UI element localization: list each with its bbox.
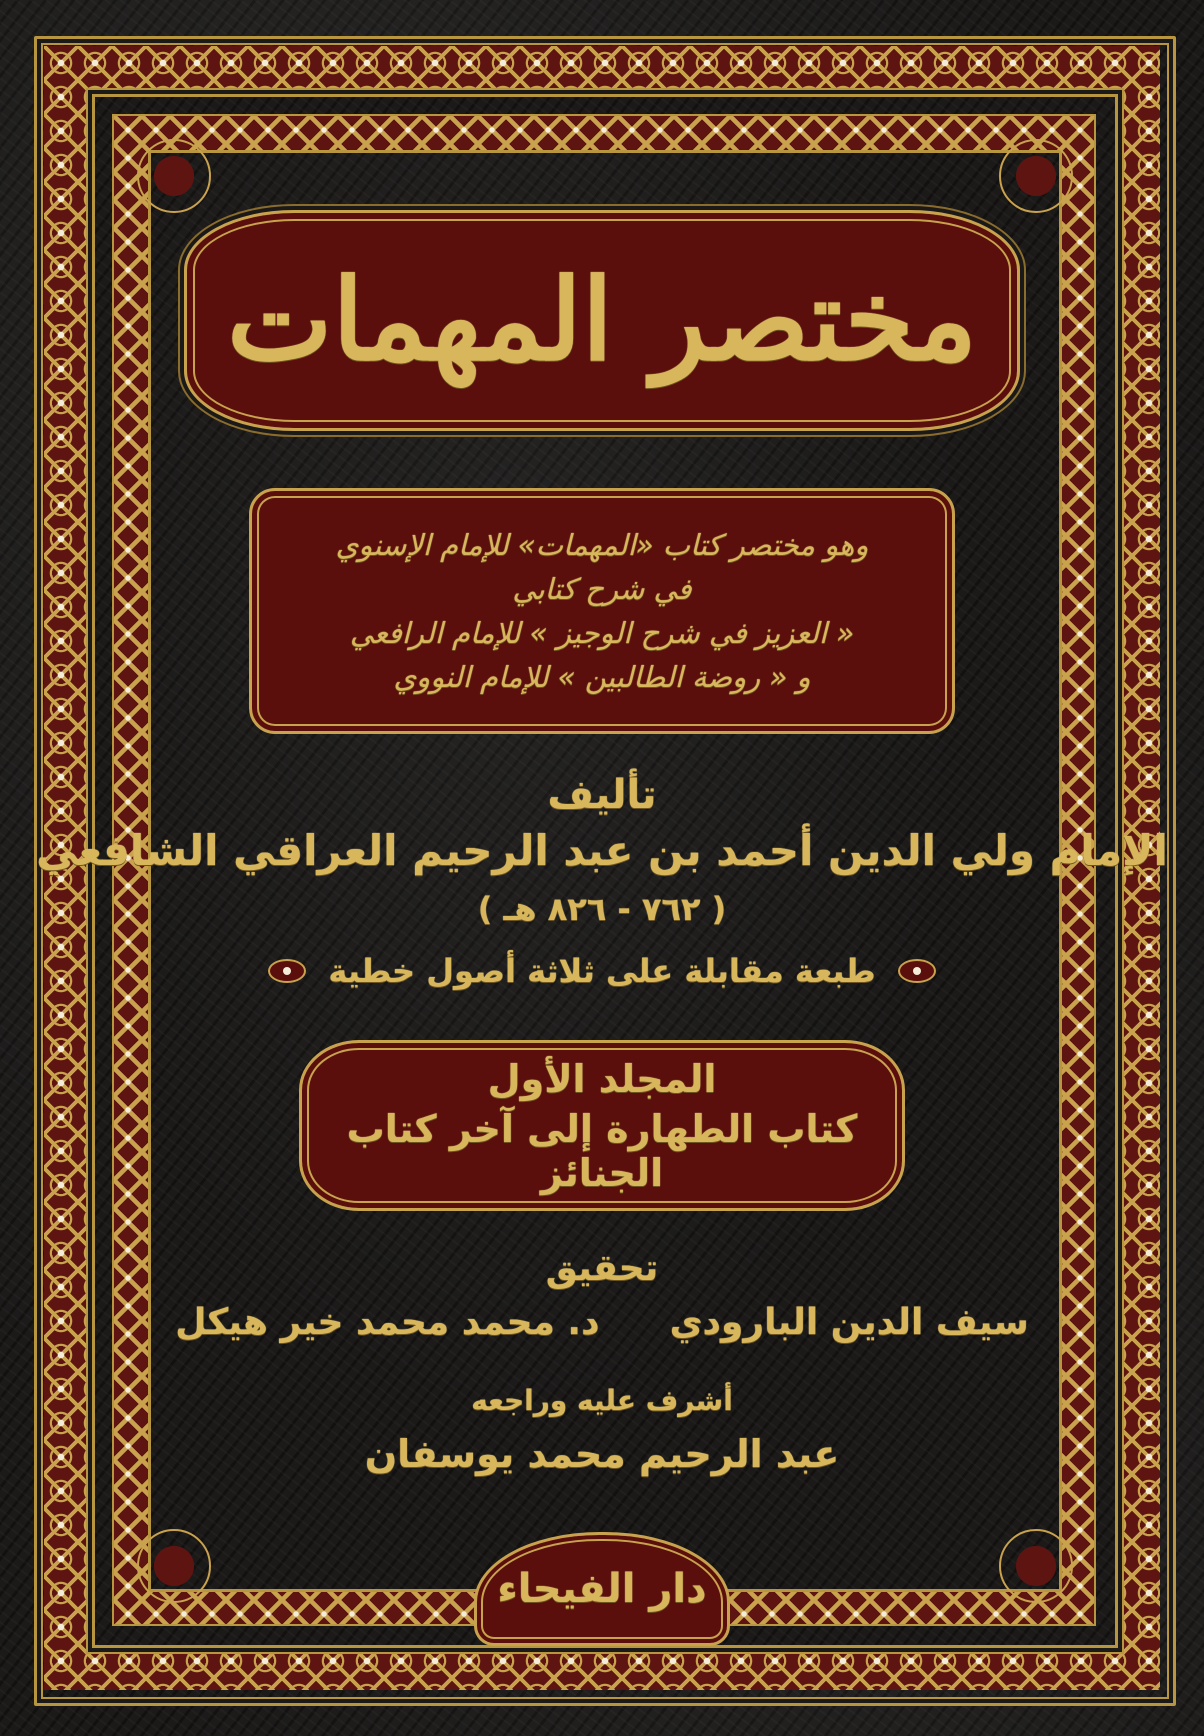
- corner-ornament-bottom-left: [137, 1529, 211, 1603]
- supervision-label: أشرف عليه وراجعه: [471, 1384, 733, 1417]
- corner-ornament-top-left: [137, 139, 211, 213]
- description-line: في شرح كتابي: [512, 571, 692, 606]
- author-dates: ( ٧٦٢ - ٨٢٦ هـ ): [477, 890, 727, 928]
- book-title: مختصر المهمات: [227, 254, 977, 386]
- description-line: و « روضة الطالبين » للإمام النووي: [393, 660, 811, 695]
- editor-name: د. محمد محمد خير هيكل: [175, 1302, 600, 1343]
- description-line: وهو مختصر كتاب «المهمات» للإمام الإسنوي: [335, 527, 869, 562]
- edition-note-row: [0, 952, 1204, 990]
- description-cartouche: [249, 488, 955, 734]
- ornament-icon: [898, 959, 936, 983]
- author-label: تأليف: [547, 772, 657, 818]
- editors-row: [0, 1302, 1204, 1343]
- description-line: « العزيز في شرح الوجيز » للإمام الرافعي: [349, 616, 855, 650]
- editor-name: سيف الدين البارودي: [669, 1302, 1029, 1343]
- volume-range: كتاب الطهارة إلى آخر كتاب الجنائز: [346, 1106, 858, 1195]
- volume-number: المجلد الأول: [487, 1056, 717, 1101]
- publisher-name: دار الفيحاء: [497, 1566, 707, 1612]
- supervisor-name: عبد الرحيم محمد يوسفان: [364, 1432, 840, 1476]
- title-cartouche: [184, 210, 1020, 431]
- ornament-icon: [268, 959, 306, 983]
- corner-ornament-top-right: [999, 139, 1073, 213]
- edition-note: طبعة مقابلة على ثلاثة أصول خطية: [328, 952, 876, 990]
- editing-label: تحقيق: [545, 1248, 659, 1289]
- volume-cartouche: [299, 1040, 905, 1211]
- corner-ornament-bottom-right: [999, 1529, 1073, 1603]
- author-name: الإمام ولي الدين أحمد بن عبد الرحيم العراقي الشافعي: [36, 826, 1168, 875]
